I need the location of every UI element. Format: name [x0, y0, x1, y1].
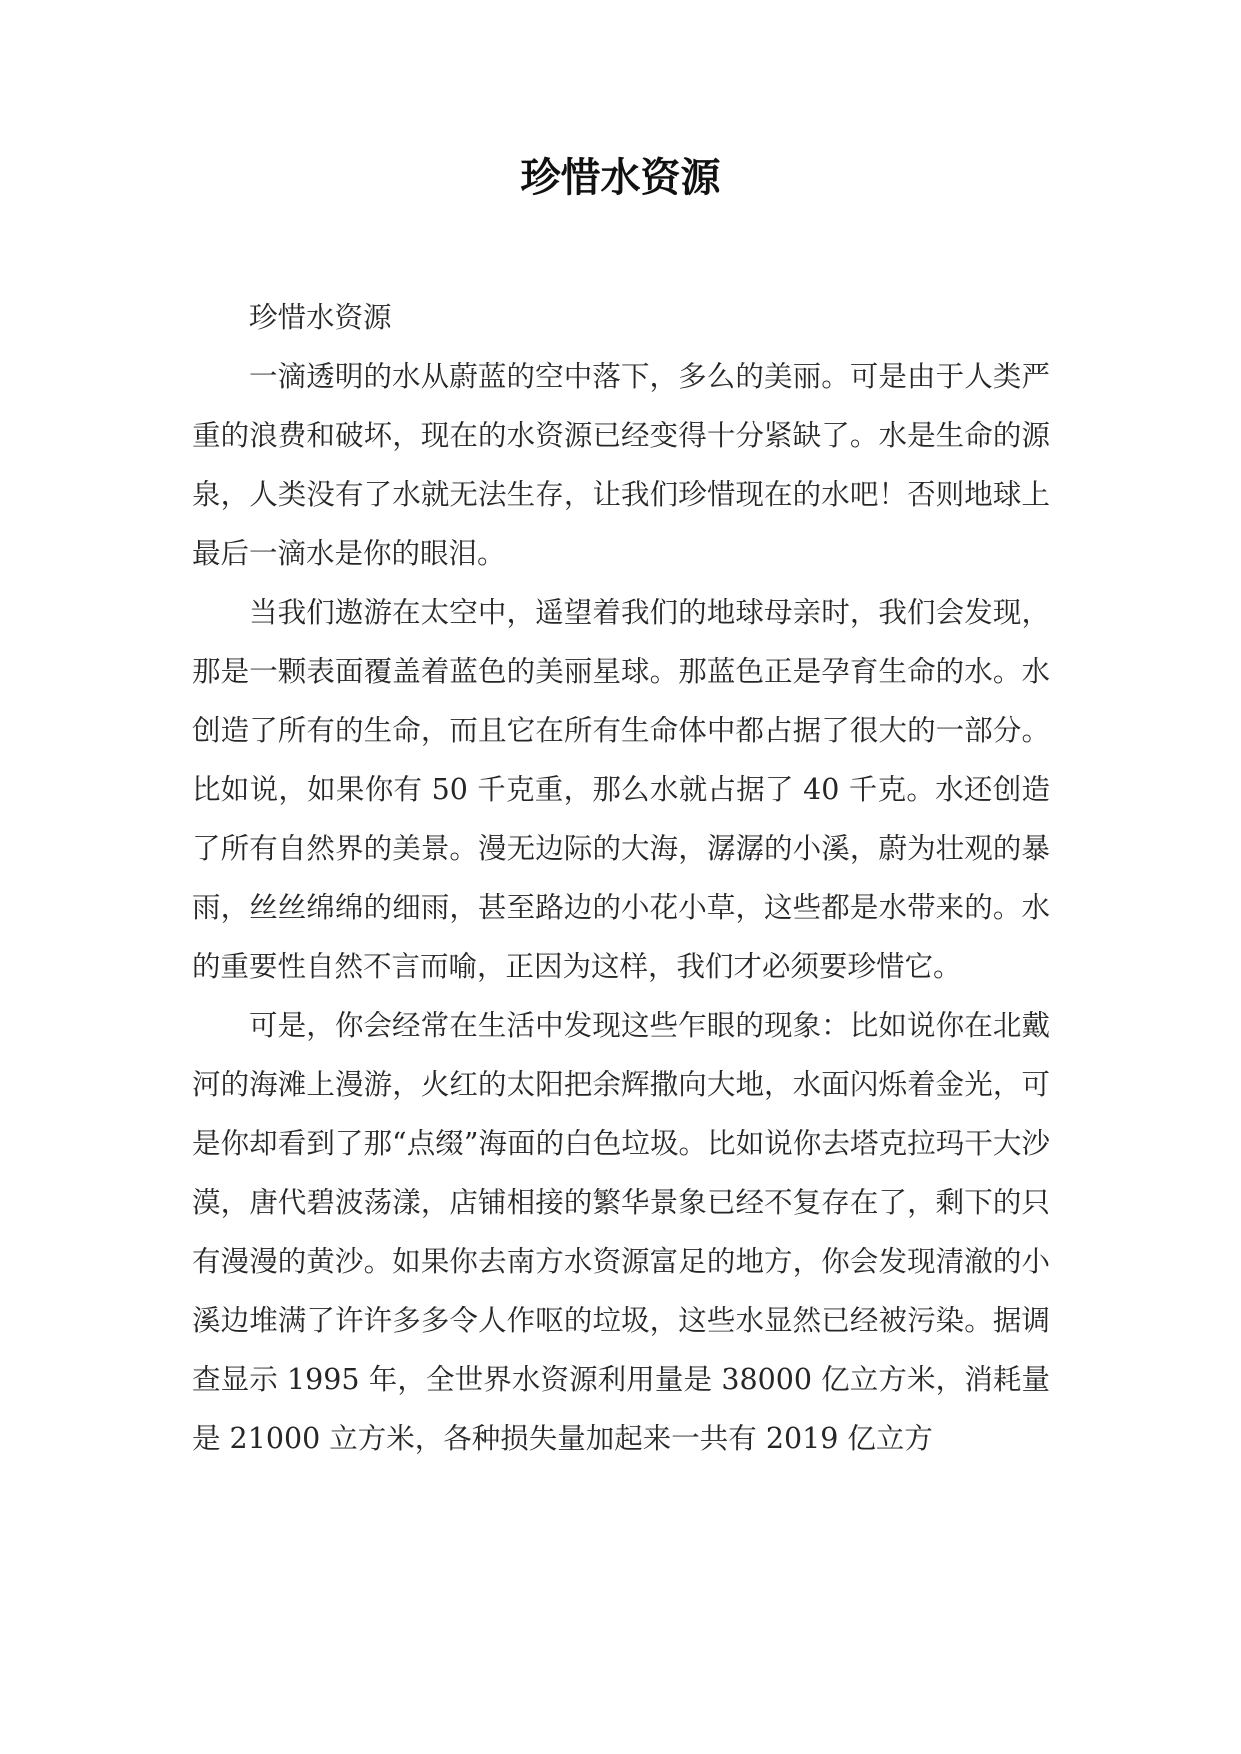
paragraph-subtitle: 珍惜水资源 — [249, 301, 392, 334]
paragraph: 可是，你会经常在生活中发现这些乍眼的现象：比如说你在北戴河的海滩上漫游，火红的太阳把余辉撒向大地，水面闪烁着金光，可是你却看到了那“点缀”海面的白色垃圾。比如说你去塔克拉玛干大沙漠，唐代碧波荡漾，店铺相接的繁华景象已经不复存在了，剩下的只有漫漫的黄沙。如果你去南方水资源富足的地方，你会发现清澈的小溪边堆满了许许多多令人作呕的垃圾，这些水显然已经被污染。据调查显示 1995 年，全世界水资源利用量是 38000 亿立方米，消耗量是 21000 立方米，各种损失量加起来一共有 2019 亿立方 — [192, 1009, 1050, 1455]
paragraph: 一滴透明的水从蔚蓝的空中落下，多么的美丽。可是由于人类严重的浪费和破坏，现在的水资源已经变得十分紧缺了。水是生命的源泉，人类没有了水就无法生存，让我们珍惜现在的水吧！否则地球上最后一滴水是你的眼泪。 — [192, 360, 1050, 570]
document-body — [192, 288, 1050, 1468]
paragraph: 当我们遨游在太空中，遥望着我们的地球母亲时，我们会发现，那是一颗表面覆盖着蓝色的美丽星球。那蓝色正是孕育生命的水。水创造了所有的生命，而且它在所有生命体中都占据了很大的一部分。比如说，如果你有 50 千克重，那么水就占据了 40 千克。水还创造了所有自然界的美景。漫无边际的大海，潺潺的小溪，蔚为壮观的暴雨，丝丝绵绵的细雨，甚至路边的小花小草，这些都是水带来的。水的重要性自然不言而喻，正因为这样，我们才必须要珍惜它。 — [192, 596, 1050, 983]
document-title: 珍惜水资源 — [520, 155, 721, 201]
